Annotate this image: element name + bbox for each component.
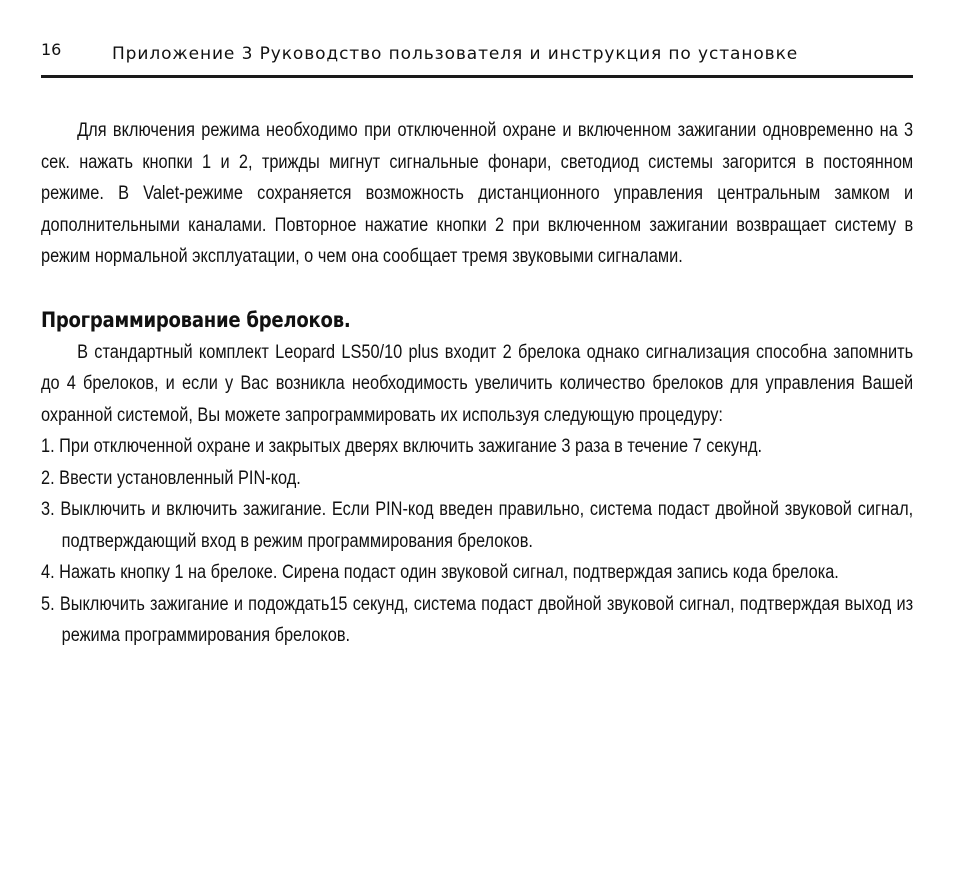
running-header: Приложение 3 Руководство пользователя и инструкция по установке [112,44,799,64]
step-item: 3. Выключить и включить зажигание. Если PIN-код введен правильно, система подаст двойной звуковой сигнал, подтверждающий вход в режим программирования брелоков. [41,499,914,552]
text-column [41,115,913,652]
step-item: 4. Нажать кнопку 1 на брелоке. Сирена подаст один звуковой сигнал, подтверждая запись кода брелока. [41,562,839,583]
step-item: 1. При отключенной охране и закрытых дверях включить зажигание 3 раза в течение 7 секунд. [41,436,763,457]
step-item: 2. Ввести установленный PIN-код. [41,467,301,489]
page-number: 16 [41,40,62,59]
section-paragraph: В стандартный комплект Leopard LS50/10 plus входит 2 брелока однако сигнализация способна запомнить до 4 брелоков, и если у Вас возникла необходимость увеличить количество брелоков для управления Вашей охранной системой, Вы можете запрограммировать их используя следующую процедуру: [41,341,914,426]
procedure-steps [41,431,913,652]
header-divider [41,75,913,78]
section-heading: Программирование брелоков. [41,307,351,332]
step-item: 5. Выключить зажигание и подождать15 секунд, система подаст двойной звуковой сигнал, подтверждая выход из режима программирования брелоков. [41,593,914,646]
page-body [41,115,913,652]
intro-paragraph: Для включения режима необходимо при отключенной охране и включенном зажигании одновременно на 3 сек. нажать кнопки 1 и 2, трижды мигнут сигнальные фонари, светодиод системы загорится в постоянном режиме. В Valet-режиме сохраняется возможность дистанционного управления центральным замком и дополнительными каналами. Повторное нажатие кнопки 2 при включенном зажигании возвращает систему в режим нормальной эксплуатации, о чем она сообщает тремя звуковыми сигналами. [41,120,914,267]
